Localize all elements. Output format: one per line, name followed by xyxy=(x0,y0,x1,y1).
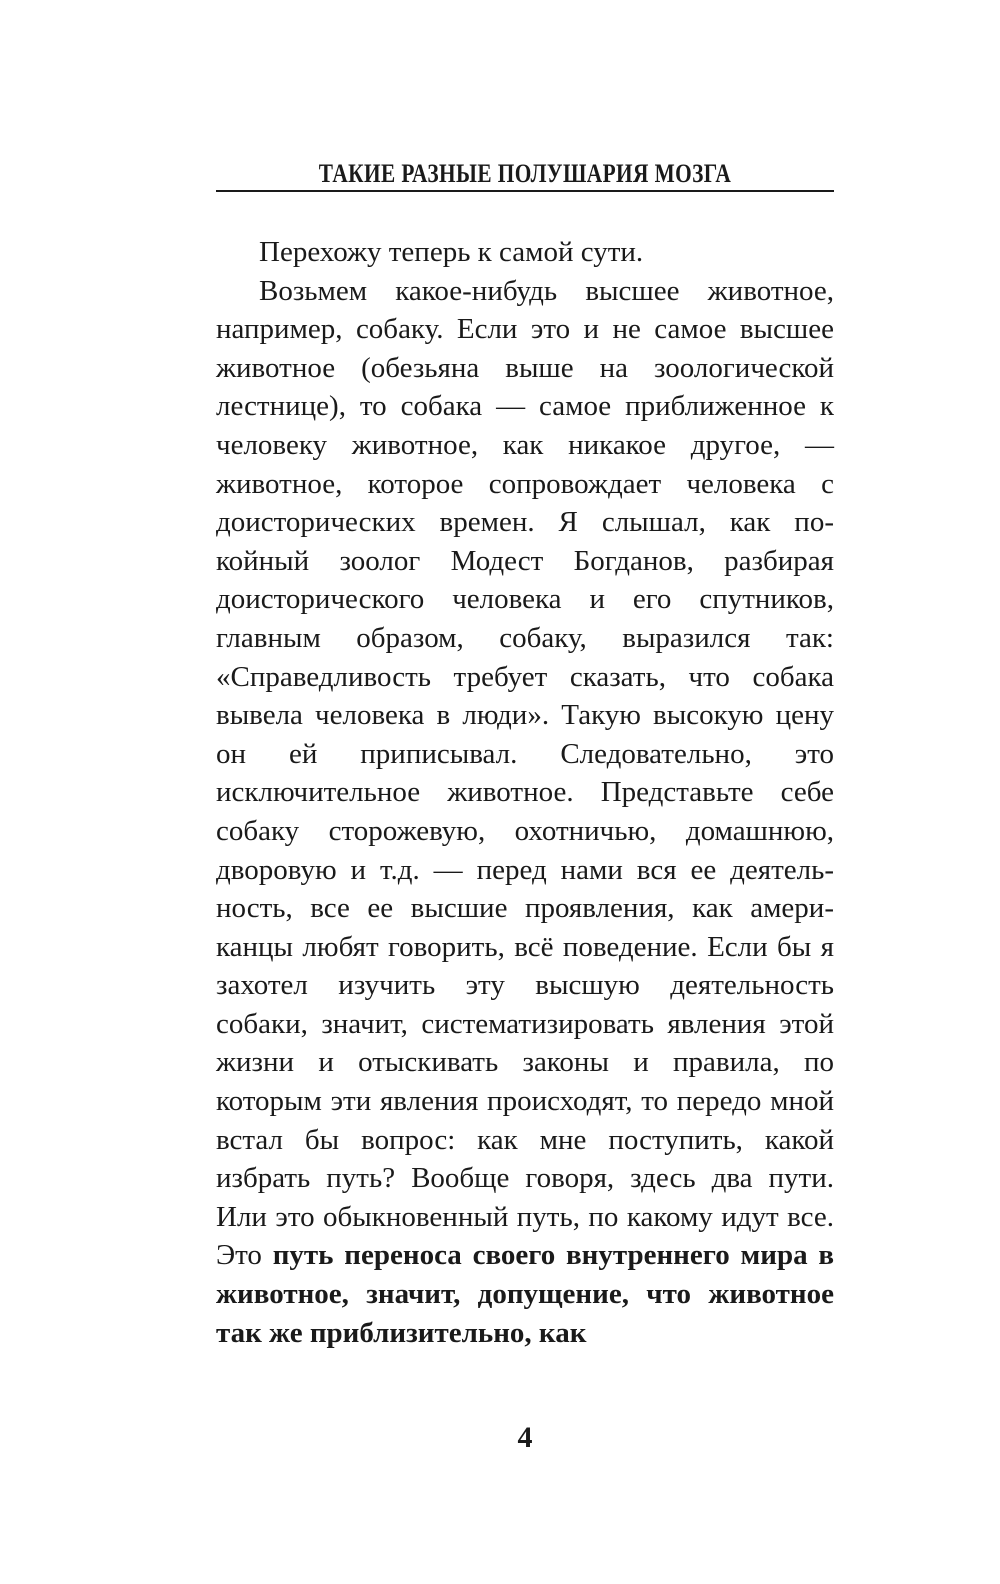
paragraph-main-regular: Возьмем какое-нибудь высшее животное, например, собаку. Если это и не самое высшее животное (обезьяна выше на зоологической лестнице), то собака — самое приближенное к человеку животное, как никакое другое, — животное, которое сопровождает человека с доисторических времен. Я слышал, как покойный зоолог Модест Богданов, разбирая доисторического человека и его спутников, главным образом, собаку, выразился так: «Справедливость требует сказать, что собака вывела человека в люди». Такую высокую цену он ей приписывал. Следовательно, это исключительное животное. Представьте себе собаку сторожевую, охотничью, домашнюю, дворовую и т.д. — перед нами вся ее деятельность, все ее высшие проявления, как американцы любят говорить, всё поведение. Если бы я захотел изучить эту высшую деятельность собаки, значит, систематизировать явления этой жизни и отыскивать законы и правила, по которым эти явления происходят, то передо мной встал бы вопрос: как мне поступить, какой избрать путь? Вообще говоря, здесь два пути. Или это обыкновенный путь, по какому идут все. Это xyxy=(216,274,834,1272)
running-header-title: ТАКИЕ РАЗНЫЕ ПОЛУШАРИЯ МОЗГА xyxy=(318,159,732,188)
header-rule xyxy=(216,190,834,192)
body-text xyxy=(216,233,834,1352)
paragraph-intro: Перехожу теперь к самой сути. xyxy=(259,236,644,268)
running-header xyxy=(216,158,834,190)
page-number: 4 xyxy=(517,1421,533,1454)
paragraph-main xyxy=(216,272,834,1353)
paragraph-main-bold: путь переноса своего внутреннего мира в животное, значит, допущение, что животное так же приблизительно, как xyxy=(216,1239,835,1349)
